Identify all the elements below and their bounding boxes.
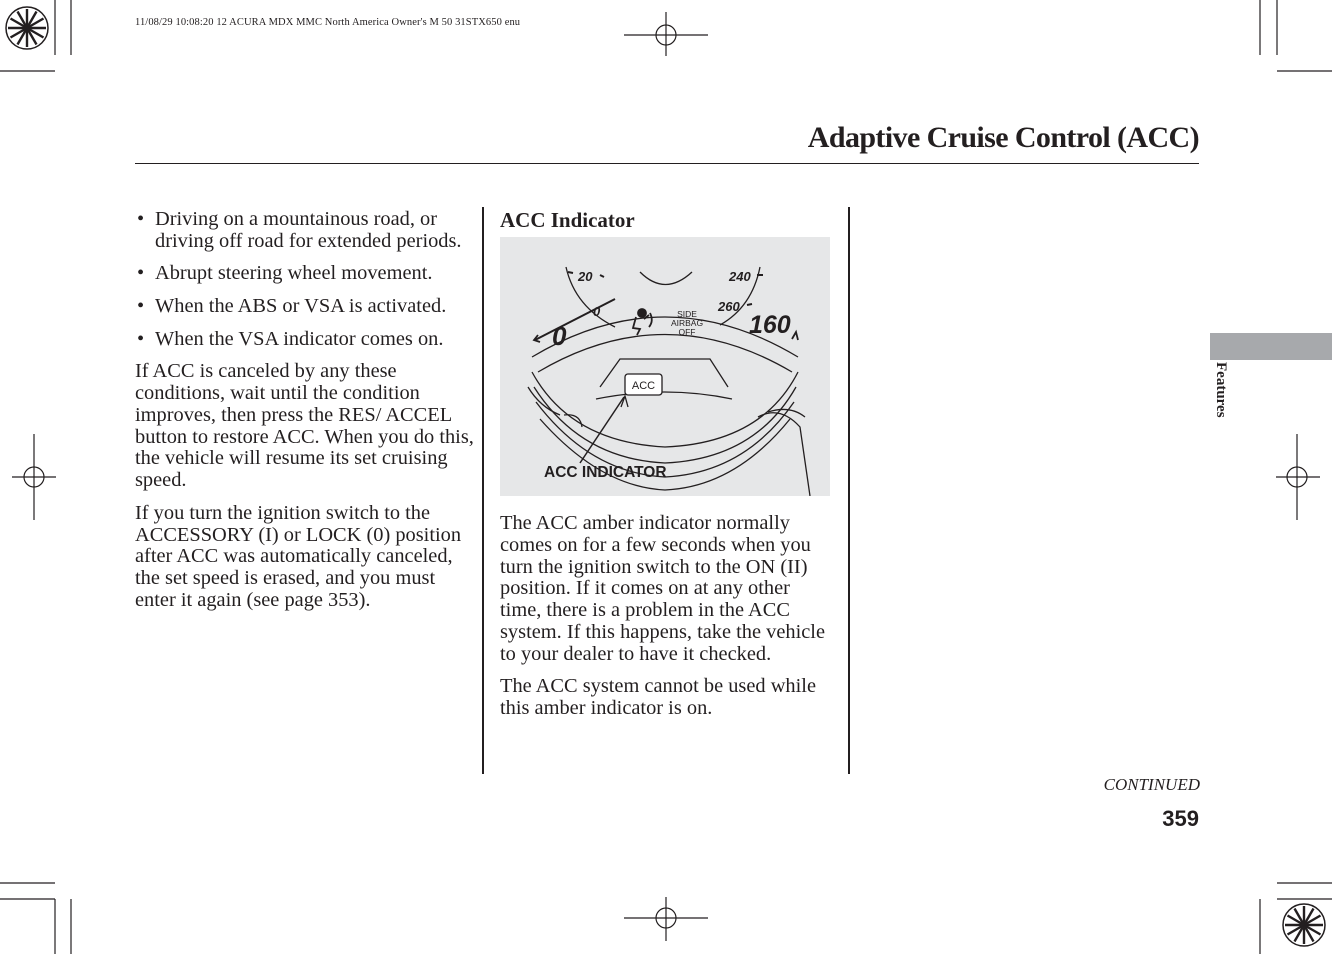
warning-lamp-housing — [600, 359, 728, 387]
column-middle — [500, 209, 836, 731]
callout-leader-line — [580, 397, 624, 463]
speed-label-260: 260 — [718, 299, 740, 314]
print-job-header: 11/08/29 10:08:20 12 ACURA MDX MMC North America Owner's M 50 31STX650 enu — [135, 17, 521, 28]
bullet-glyph: • — [137, 208, 145, 230]
restore-acc-paragraph: If ACC is canceled by any these conditions, wait until the condition improves, then press the RES/ ACCEL button to restore ACC. When you do this, the vehicle will resume its set cruising speed. — [135, 360, 474, 492]
condition-bullet-list — [135, 209, 475, 350]
bullet-glyph: • — [137, 294, 145, 317]
acc-indicator-figure — [500, 237, 830, 496]
bullet-glyph: • — [137, 262, 145, 285]
center-bezel — [640, 272, 692, 285]
bullet-item — [135, 329, 475, 351]
indicator-description-paragraph: The ACC amber indicator normally comes on for a few seconds when you turn the ignition switch to the ON (II) position. If it comes on at any other time, there is a problem in the ACC system. If this happens, take the vehicle to your dealer to have it checked. — [500, 512, 826, 665]
tach-label-0: 0 — [593, 304, 601, 319]
acc-lamp-label: ACC — [631, 380, 656, 392]
bullet-text: When the VSA indicator comes on. — [155, 327, 444, 350]
speedometer-arc-inner — [538, 335, 792, 373]
bullet-text: Driving on a mountainous road, or driving off road for extended periods. — [155, 208, 462, 252]
title-rule — [135, 163, 1199, 164]
section-tab — [1210, 333, 1332, 360]
side-airbag-off-text: OFF — [678, 327, 696, 337]
section-tab-label: Features — [1213, 362, 1229, 418]
airbag-off-icon — [633, 309, 652, 335]
side-airbag-off-text: SIDE — [677, 309, 697, 319]
indicator-restriction-paragraph: The ACC system cannot be used while this amber indicator is on. — [500, 675, 817, 720]
page-number: 359 — [1162, 806, 1199, 831]
sunburst-target-top-left — [6, 7, 48, 49]
section-heading: ACC Indicator — [500, 208, 635, 232]
sunburst-target-bottom-right — [1283, 904, 1325, 946]
bullet-glyph: • — [137, 327, 145, 350]
dial-bowl-lower — [532, 372, 798, 447]
tach-label-20: 20 — [578, 269, 593, 284]
side-airbag-off-text: AIRBAG — [670, 318, 704, 328]
column-divider-right — [848, 207, 850, 774]
instrument-cluster-illustration — [500, 237, 830, 496]
bullet-item — [135, 209, 475, 253]
column-divider-left — [482, 207, 484, 774]
bullet-text: Abrupt steering wheel movement. — [155, 262, 433, 285]
set-speed-erased-paragraph: If you turn the ignition switch to the ACCESSORY (I) or LOCK (0) position after ACC was automatically canceled, the set speed is erased, and you must enter it again (see page 353). — [135, 501, 462, 611]
page-title: Adaptive Cruise Control (ACC) — [807, 121, 1199, 154]
speed-label-0: 0 — [552, 321, 567, 351]
continued-label: CONTINUED — [1103, 775, 1200, 794]
acc-indicator-callout: ACC INDICATOR — [544, 464, 667, 481]
column-left — [135, 209, 475, 623]
bullet-text: When the ABS or VSA is activated. — [155, 294, 447, 317]
speed-label-240: 240 — [729, 269, 751, 284]
bullet-item — [135, 263, 475, 285]
speed-label-160: 160 — [749, 311, 791, 339]
bullet-item — [135, 296, 475, 318]
